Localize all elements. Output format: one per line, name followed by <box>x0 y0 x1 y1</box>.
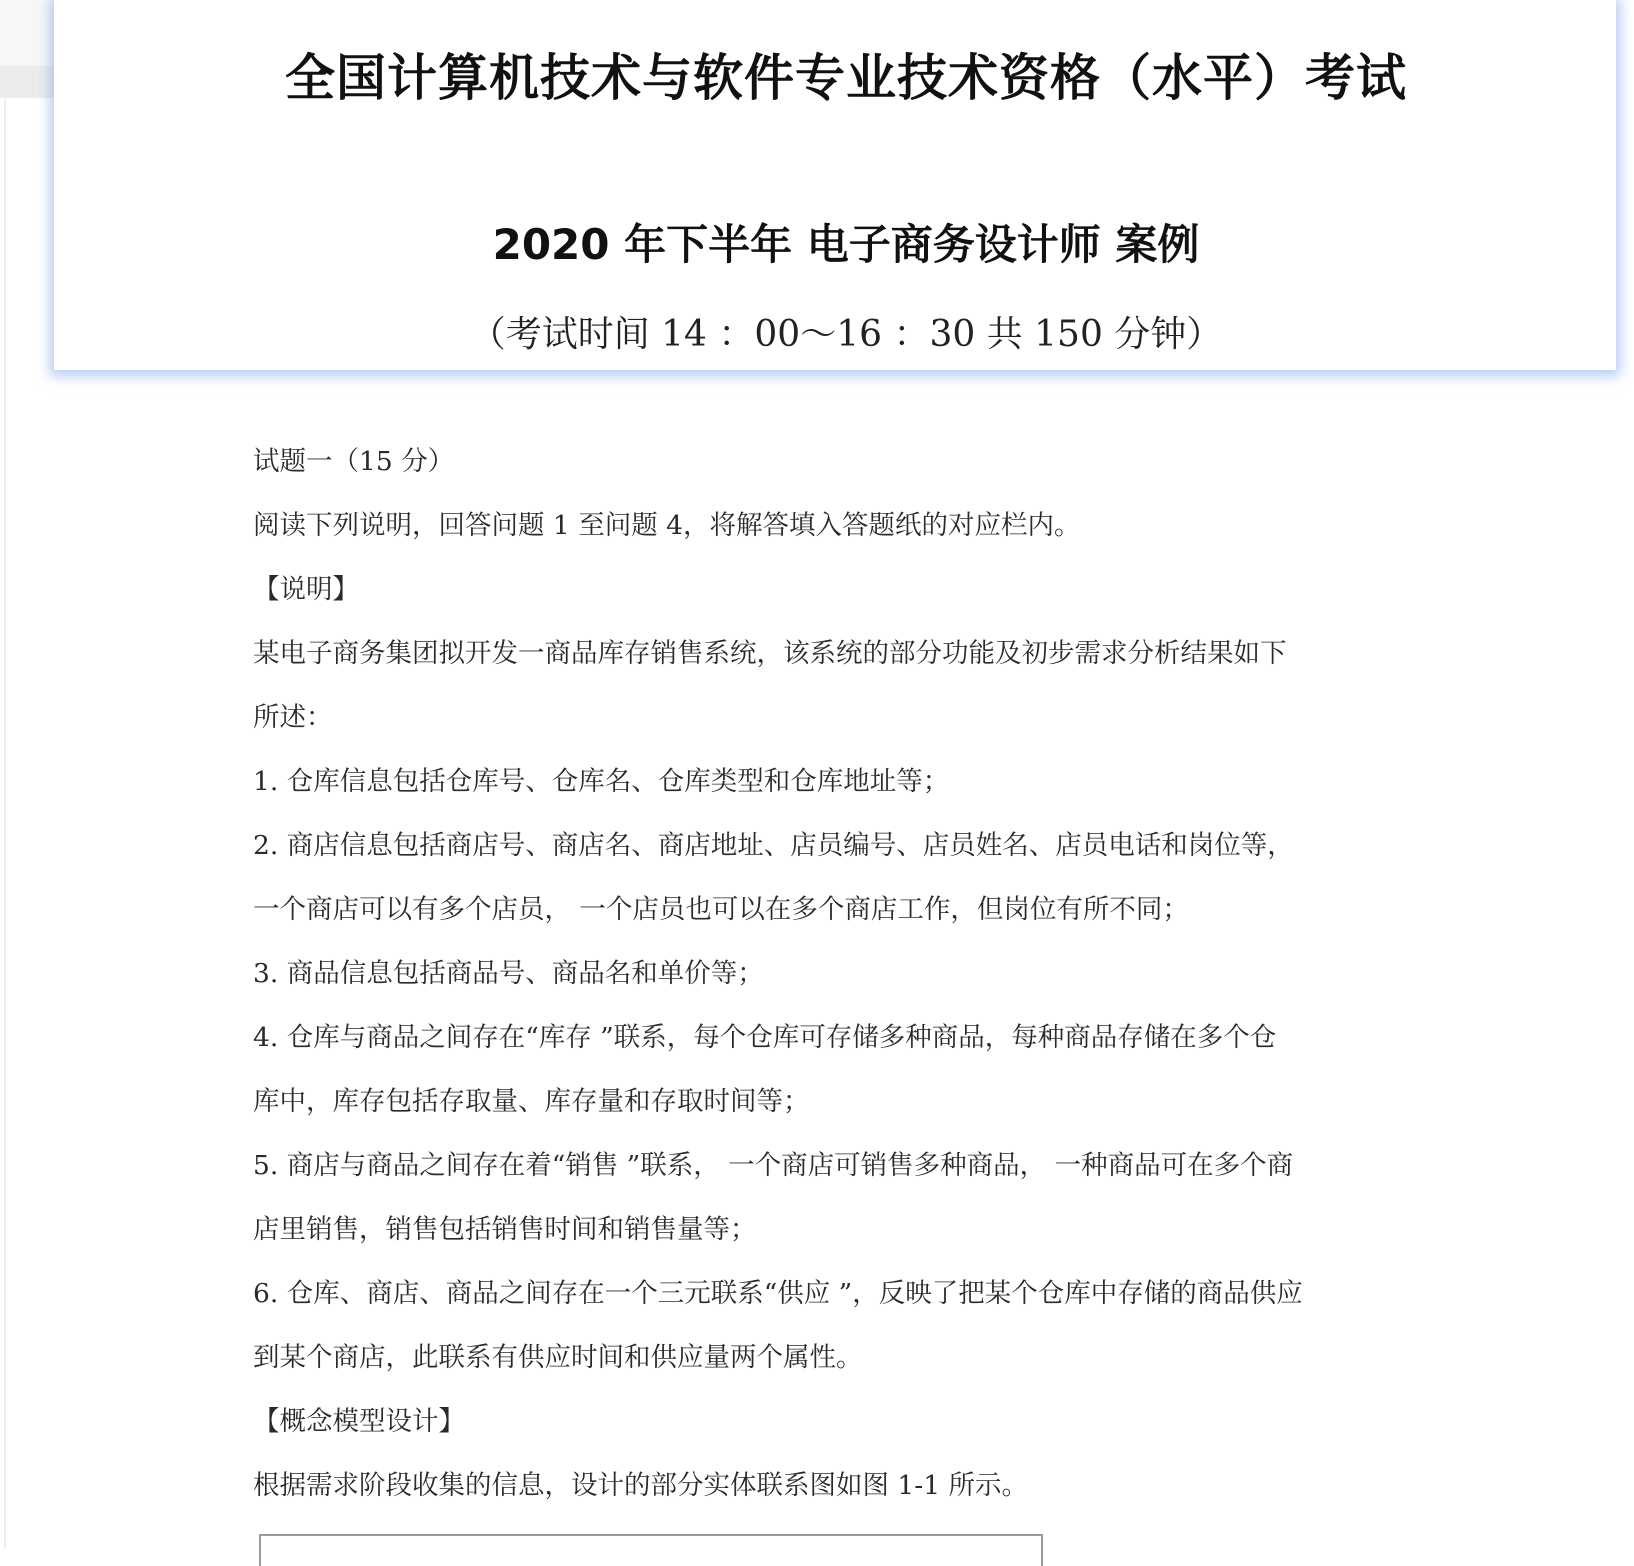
list-item-continuation: 店里销售，销售包括销售时间和销售量等； <box>253 1214 757 1245</box>
exam-time: （考试时间 14 ：00～16 ：30 共 150 分钟） <box>469 314 1223 355</box>
question-heading: 试题一（15 分） <box>253 446 455 477</box>
exam-subtitle: 2020 年下半年 电子商务设计师 案例 <box>492 220 1200 269</box>
list-item-continuation: 一个商店可以有多个店员， 一个店员也可以在多个商店工作，但岗位有所不同； <box>253 894 1189 925</box>
list-item: 1. 仓库信息包括仓库号、仓库名、仓库类型和仓库地址等； <box>253 766 950 797</box>
instruction-line: 阅读下列说明，回答问题 1 至问题 4，将解答填入答题纸的对应栏内。 <box>253 510 1081 541</box>
gutter-strip <box>0 66 54 98</box>
section-heading-concept-model: 【概念模型设计】 <box>253 1406 465 1437</box>
exam-title: 全国计算机技术与软件专业技术资格（水平）考试 <box>285 49 1407 107</box>
viewer-left-gutter <box>0 0 54 1548</box>
list-item: 4. 仓库与商品之间存在“库存 ”联系，每个仓库可存储多种商品，每种商品存储在多个仓 <box>253 1022 1277 1053</box>
list-item-continuation: 库中，库存包括存取量、库存量和存取时间等； <box>253 1086 810 1117</box>
figure-1-1-frame <box>259 1534 1043 1566</box>
list-item-continuation: 到某个商店，此联系有供应时间和供应量两个属性。 <box>253 1342 863 1373</box>
paragraph-line: 某电子商务集团拟开发一商品库存销售系统，该系统的部分功能及初步需求分析结果如下 <box>253 638 1287 669</box>
section-heading-description: 【说明】 <box>253 574 359 605</box>
gutter-thumbnail-box[interactable] <box>0 0 55 66</box>
list-item: 6. 仓库、商店、商品之间存在一个三元联系“供应 ”，反映了把某个仓库中存储的商品供应 <box>253 1278 1303 1309</box>
list-item: 5. 商店与商品之间存在着“销售 ”联系， 一个商店可销售多种商品， 一种商品可在多个商 <box>253 1150 1294 1181</box>
gutter-divider <box>4 98 6 1548</box>
exam-header-card <box>54 0 1616 370</box>
list-item: 3. 商品信息包括商品号、商品名和单价等； <box>253 958 764 989</box>
list-item: 2. 商店信息包括商店号、商店名、商店地址、店员编号、店员姓名、店员电话和岗位等， <box>253 830 1294 861</box>
document-body <box>253 436 1393 1524</box>
paragraph-line: 所述： <box>253 702 333 733</box>
paragraph-line: 根据需求阶段收集的信息，设计的部分实体联系图如图 1-1 所示。 <box>253 1470 1029 1501</box>
